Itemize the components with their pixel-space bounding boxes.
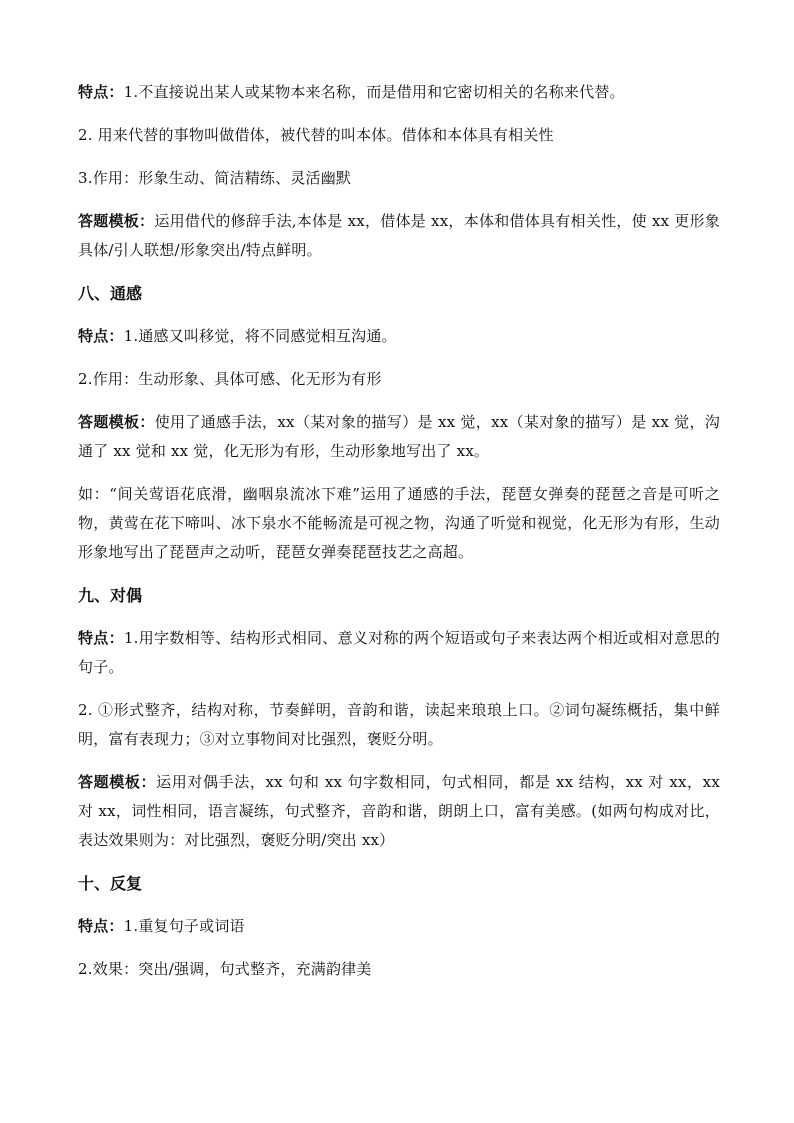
paragraph-label: 答题模板： <box>78 773 157 791</box>
paragraph-label: 答题模板： <box>78 413 155 431</box>
paragraph-label: 特点： <box>78 629 124 647</box>
paragraph-text: 1.用字数相等、结构形式相同、意义对称的两个短语或句子来表达两个相近或相对意思的句子。 <box>78 629 720 676</box>
paragraph-text: 使用了通感手法，xx（某对象的描写）是 xx 觉，xx（某对象的描写）是 xx 觉，沟通了 xx 觉和 xx 觉，化无形为有形，生动形象地写出了 xx。 <box>78 413 720 460</box>
paragraph <box>78 408 720 466</box>
document-page <box>78 78 720 998</box>
paragraph <box>78 78 720 107</box>
paragraph-label: 特点： <box>78 327 124 345</box>
section-heading: 九、对偶 <box>78 586 143 605</box>
section-heading: 十、反复 <box>78 874 143 893</box>
paragraph <box>78 322 720 351</box>
paragraph <box>78 955 720 984</box>
paragraph <box>78 768 720 855</box>
paragraph-text: 2. ①形式整齐，结构对称，节奏鲜明，音韵和谐，读起来琅琅上口。②词句凝练概括，集中鲜明，富有表现力；③对立事物间对比强烈，褒贬分明。 <box>78 701 720 748</box>
paragraph-text: 1.不直接说出某人或某物本来名称，而是借用和它密切相关的名称来代替。 <box>123 83 625 101</box>
paragraph <box>78 912 720 941</box>
paragraph <box>78 207 720 265</box>
paragraph-text: 2. 用来代替的事物叫做借体，被代替的叫本体。借体和本体具有相关性 <box>78 126 554 144</box>
paragraph <box>78 365 720 394</box>
paragraph-text: 2.作用：生动形象、具体可感、化无形为有形 <box>78 370 382 388</box>
paragraph-label: 特点： <box>78 917 124 935</box>
paragraph-text: 1.重复句子或词语 <box>123 917 245 935</box>
paragraph-text: 2.效果：突出/强调，句式整齐，充满韵律美 <box>78 960 372 978</box>
paragraph-text: 运用对偶手法，xx 句和 xx 句字数相同，句式相同，都是 xx 结构，xx 对 xx，xx 对 xx，词性相同，语言凝练，句式整齐，音韵和谐，朗朗上口，富有美感。(如两句构成对比，表达效果则为：对比强烈，褒贬分明/突出 xx） <box>78 773 720 849</box>
paragraph <box>78 121 720 150</box>
paragraph-text: 3.作用：形象生动、简洁精练、灵活幽默 <box>78 169 352 187</box>
paragraph-text: 如：“间关莺语花底滑，幽咽泉流冰下难”运用了通感的手法，琵琶女弹奏的琵琶之音是可听之物，黄莺在花下啼叫、冰下泉水不能畅流是可视之物，沟通了听觉和视觉，化无形为有形，生动形象地写出了琵琶声之动听，琵琶女弹奏琵琶技艺之高超。 <box>78 485 720 561</box>
paragraph-text: 运用借代的修辞手法,本体是 xx，借体是 xx，本体和借体具有相关性，使 xx 更形象具体/引人联想/形象突出/特点鲜明。 <box>78 212 720 259</box>
paragraph <box>78 624 720 682</box>
section-heading: 八、通感 <box>78 284 143 303</box>
paragraph-label: 答题模板： <box>78 212 155 230</box>
paragraph <box>78 696 720 754</box>
paragraph-text: 1.通感又叫移觉，将不同感觉相互沟通。 <box>123 327 397 345</box>
paragraph <box>78 480 720 567</box>
paragraph <box>78 164 720 193</box>
paragraph-label: 特点： <box>78 83 124 101</box>
